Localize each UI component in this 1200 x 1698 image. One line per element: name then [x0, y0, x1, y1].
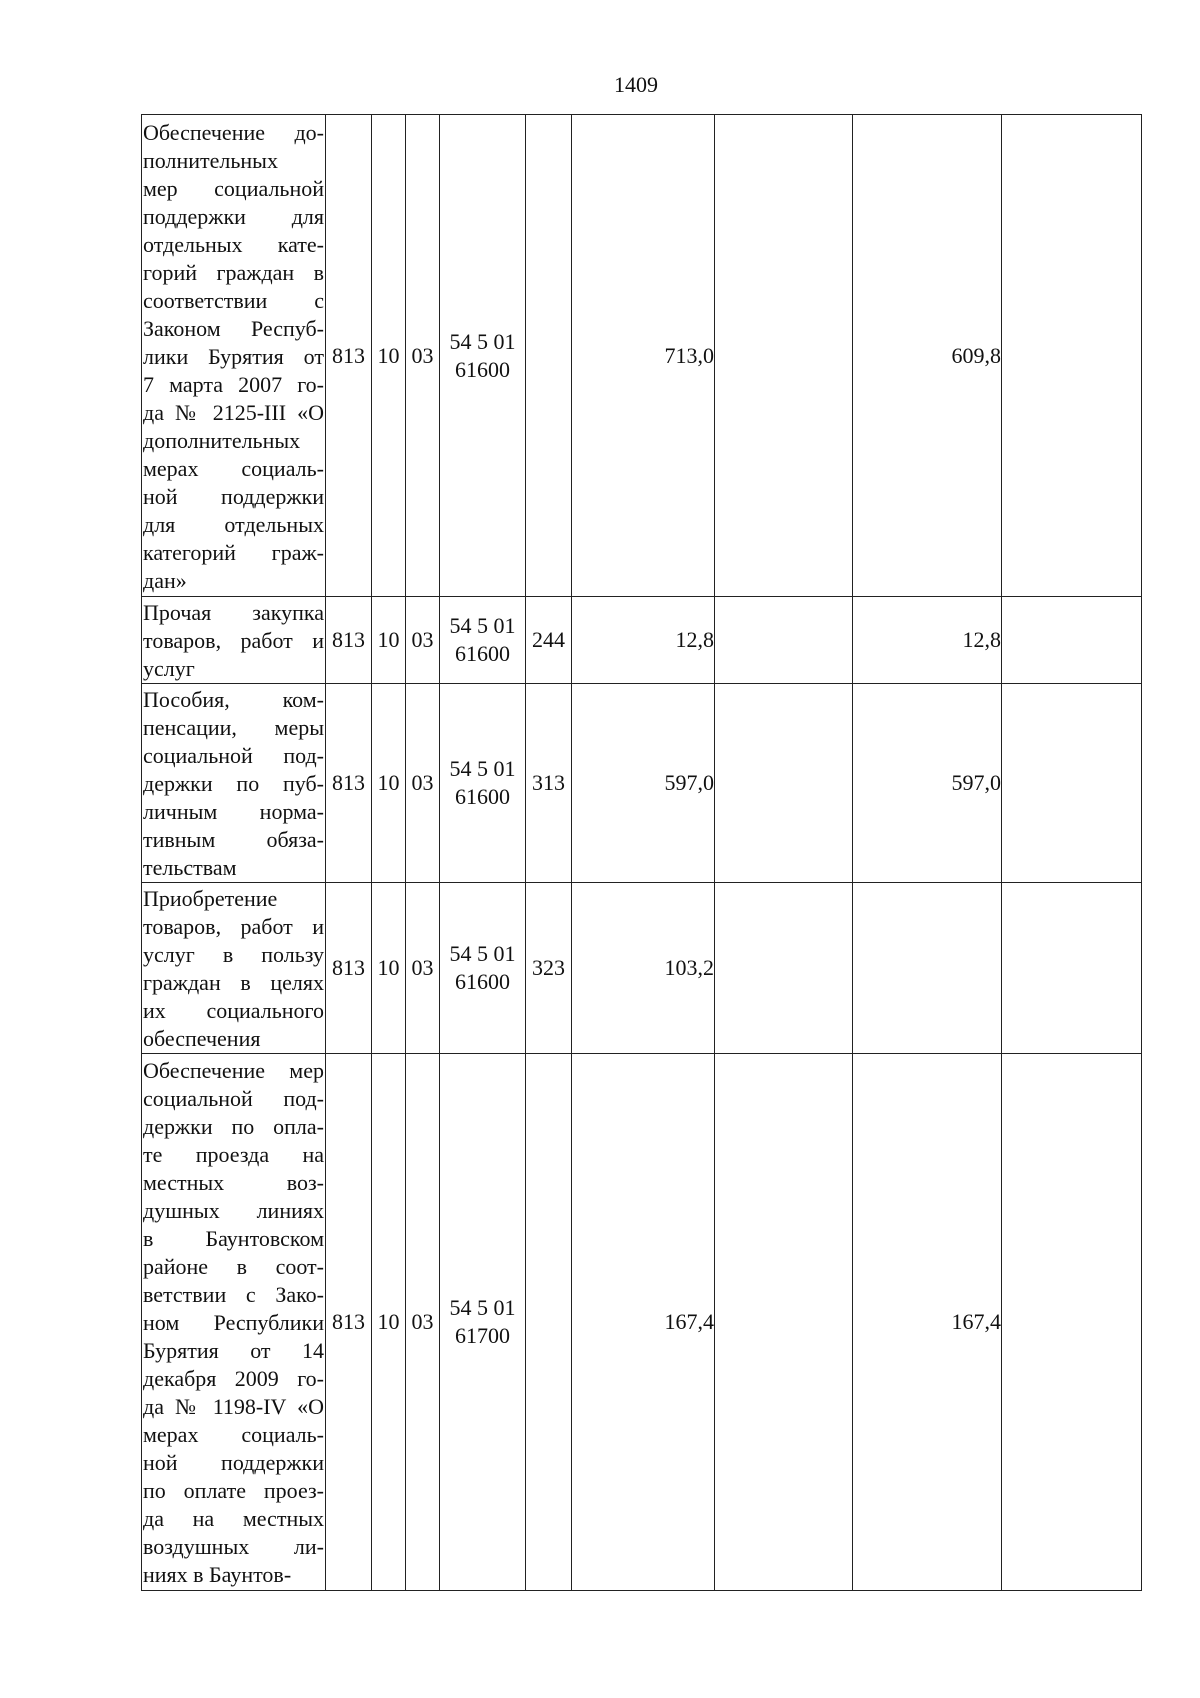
description-line: услуг в пользу: [143, 942, 324, 967]
expense-type-code: 323: [526, 883, 572, 1054]
amount-cell: [715, 597, 853, 684]
target-code-line: 54 5 01: [449, 1295, 516, 1320]
amount-cell: [715, 883, 853, 1054]
description-line: по оплате проез-: [143, 1478, 324, 1503]
description-line: воздушных ли-: [143, 1534, 324, 1559]
amount-cell: 713,0: [572, 115, 715, 597]
amount-cell: [853, 883, 1002, 1054]
description-line: ниях в Баунтов-: [143, 1562, 292, 1587]
expense-type-code: [526, 115, 572, 597]
description-line: Прочая закупка: [143, 600, 324, 625]
page-number: 1409: [614, 72, 658, 97]
target-code-line: 54 5 01: [449, 941, 516, 966]
description-line: тельствам: [143, 855, 237, 880]
section-code: 10: [372, 883, 406, 1054]
description-line: Обеспечение до-: [143, 119, 324, 145]
table-row: [142, 597, 1142, 684]
amount-cell: [1002, 597, 1142, 684]
description-line: Пособия, ком-: [143, 687, 324, 712]
description-line: категорий граж-: [143, 539, 324, 565]
subsection-code: 03: [406, 115, 440, 597]
description-line: да № 2125-III «О: [143, 399, 324, 425]
description-line: Обеспечение мер: [143, 1058, 324, 1083]
description-line: личным норма-: [143, 799, 324, 824]
table-row: [142, 115, 1142, 597]
description-line: Законом Респуб-: [143, 315, 324, 341]
description-line: Бурятия от 14: [143, 1338, 324, 1363]
ministry-code: 813: [326, 115, 372, 597]
row-description: [142, 597, 326, 684]
description-line: товаров, работ и: [143, 914, 324, 939]
amount-cell: [1002, 883, 1142, 1054]
target-article-code: [440, 883, 526, 1054]
target-code-line: 61700: [455, 1323, 510, 1348]
description-line: Приобретение: [143, 886, 278, 911]
amount-cell: [1002, 1054, 1142, 1591]
subsection-code: 03: [406, 684, 440, 883]
description-line: те проезда на: [143, 1142, 324, 1167]
section-code: 10: [372, 684, 406, 883]
ministry-code: 813: [326, 1054, 372, 1591]
amount-cell: 12,8: [853, 597, 1002, 684]
target-code-line: 54 5 01: [449, 328, 516, 354]
description-line: соответствии с: [143, 287, 324, 313]
description-line: держки по пуб-: [143, 771, 324, 796]
description-line: дополнительных: [143, 427, 301, 453]
amount-cell: [1002, 684, 1142, 883]
description-line: да на местных: [143, 1506, 324, 1531]
row-description: [142, 1054, 326, 1591]
amount-cell: 167,4: [572, 1054, 715, 1591]
ministry-code: 813: [326, 684, 372, 883]
description-line: держки по опла-: [143, 1114, 324, 1139]
description-line: да № 1198-IV «О: [143, 1394, 324, 1419]
description-line: пенсации, меры: [143, 715, 324, 740]
description-line: ветствии с Зако-: [143, 1282, 324, 1307]
description-line: мер социальной: [143, 175, 324, 201]
target-article-code: [440, 684, 526, 883]
description-line: горий граждан в: [143, 259, 324, 285]
section-code: 10: [372, 115, 406, 597]
table-row: [142, 883, 1142, 1054]
description-line: в Баунтовском: [143, 1226, 324, 1251]
description-line: дан»: [143, 567, 187, 593]
description-line: районе в соот-: [143, 1254, 324, 1279]
table-row: [142, 684, 1142, 883]
description-line: тивным обяза-: [143, 827, 324, 852]
budget-table: [141, 114, 1142, 1591]
amount-cell: 167,4: [853, 1054, 1002, 1591]
amount-cell: [715, 1054, 853, 1591]
expense-type-code: 313: [526, 684, 572, 883]
row-description: [142, 883, 326, 1054]
description-line: их социального: [143, 998, 324, 1023]
target-article-code: [440, 597, 526, 684]
section-code: 10: [372, 1054, 406, 1591]
amount-cell: [715, 115, 853, 597]
target-code-line: 61600: [455, 784, 510, 809]
amount-cell: [1002, 115, 1142, 597]
row-description: [142, 684, 326, 883]
description-line: обеспечения: [143, 1026, 261, 1051]
target-code-line: 61600: [455, 969, 510, 994]
target-code-line: 54 5 01: [449, 756, 516, 781]
expense-type-code: 244: [526, 597, 572, 684]
amount-cell: 103,2: [572, 883, 715, 1054]
description-line: услуг: [143, 656, 195, 681]
expense-type-code: [526, 1054, 572, 1591]
description-line: полнительных: [143, 147, 278, 173]
description-line: душных линиях: [143, 1198, 324, 1223]
description-line: мерах социаль-: [143, 455, 324, 481]
description-line: отдельных кате-: [143, 231, 324, 257]
description-line: ной поддержки: [143, 483, 324, 509]
amount-cell: [715, 684, 853, 883]
subsection-code: 03: [406, 883, 440, 1054]
target-code-line: 54 5 01: [449, 613, 516, 638]
amount-cell: 597,0: [572, 684, 715, 883]
description-line: граждан в целях: [143, 970, 324, 995]
subsection-code: 03: [406, 597, 440, 684]
amount-cell: 597,0: [853, 684, 1002, 883]
target-article-code: [440, 115, 526, 597]
description-line: социальной под-: [143, 1086, 324, 1111]
row-description: [142, 115, 326, 597]
target-code-line: 61600: [455, 356, 510, 382]
ministry-code: 813: [326, 597, 372, 684]
subsection-code: 03: [406, 1054, 440, 1591]
description-line: ной поддержки: [143, 1450, 324, 1475]
section-code: 10: [372, 597, 406, 684]
description-line: для отдельных: [143, 511, 324, 537]
description-line: товаров, работ и: [143, 628, 324, 653]
description-line: 7 марта 2007 го-: [143, 371, 324, 397]
description-line: ном Республики: [143, 1310, 324, 1335]
ministry-code: 813: [326, 883, 372, 1054]
table-row: [142, 1054, 1142, 1591]
description-line: мерах социаль-: [143, 1422, 324, 1447]
amount-cell: 12,8: [572, 597, 715, 684]
target-article-code: [440, 1054, 526, 1591]
description-line: местных воз-: [143, 1170, 324, 1195]
amount-cell: 609,8: [853, 115, 1002, 597]
target-code-line: 61600: [455, 641, 510, 666]
description-line: поддержки для: [143, 203, 324, 229]
description-line: социальной под-: [143, 743, 324, 768]
description-line: декабря 2009 го-: [143, 1366, 324, 1391]
description-line: лики Бурятия от: [143, 343, 324, 369]
